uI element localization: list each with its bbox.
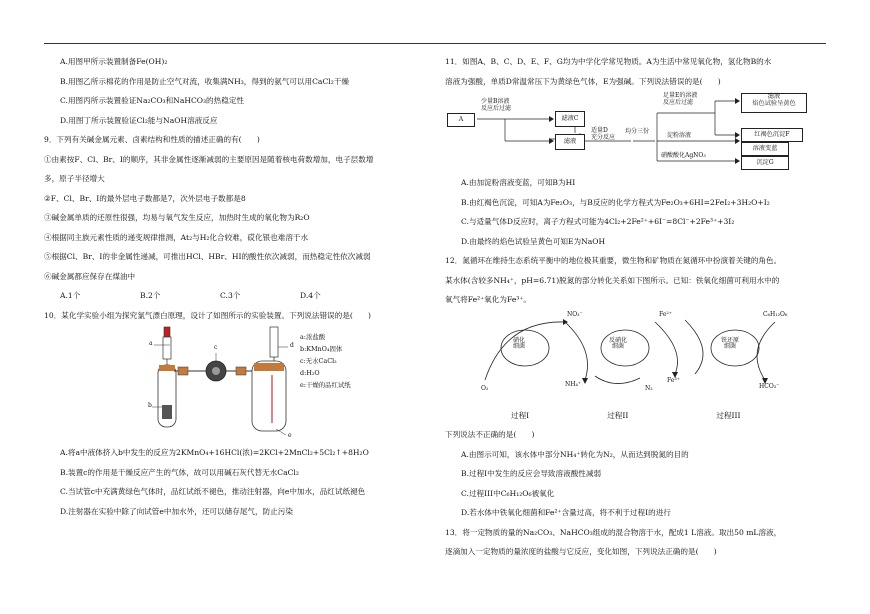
- arrow-label-d: 适量D 充分反应: [591, 127, 616, 141]
- legend-a: a:浓盐酸: [300, 333, 326, 341]
- bacteria-denitrifying: 反硝化 细菌: [609, 336, 628, 351]
- label-d: d: [290, 342, 294, 349]
- species-nh4: NH₄⁺: [565, 380, 582, 388]
- q9-item: ①由素按F、Cl、Br、I的顺序，其非金属性逐渐减弱的主要原因是随着核电荷数增加，电子层数增: [44, 154, 374, 164]
- legend-c: c:无水CaCl₂: [300, 357, 337, 365]
- species-glucose: C₆H₁₂O₆: [763, 310, 788, 318]
- reagent-starch: 淀粉溶液: [667, 132, 692, 139]
- q9-option-b: B.2个: [140, 291, 161, 300]
- species-n2: N₂: [645, 384, 653, 392]
- q11-stem-line: 溶液为强酸，单质D常温常压下为黄绿色气体，E为强碱。下列说法错误的是( ): [445, 76, 721, 86]
- q12-stem-line: 12．氮循环在维持生态系统平衡中的地位极其重要，微生物和矿物质在氮循环中扮演着关键的角色。: [445, 256, 782, 265]
- q11-option-a: A.由加淀粉溶液变蓝，可知B为HI: [461, 178, 576, 187]
- q13-stem-line: 13．将一定物质的量的Na₂CO₃、NaHCO₃组成的混合物溶于水，配成1 L溶液。取出50 mL溶液，: [445, 527, 782, 537]
- bacteria-iron-reducing: 铁还原 细菌: [721, 336, 740, 351]
- result-precipitate-f: 红褐色沉淀F: [741, 128, 803, 142]
- q8-option-b: B.用图乙所示棉花的作用是防止空气对流，收集满NH₃，得到的氨气可以用CaCl₂干燥: [60, 76, 349, 86]
- q12-nitrogen-cycle-figure: [445, 310, 827, 406]
- q10-option-b: B.装置c的作用是干燥反应产生的气体，故可以用碱石灰代替无水CaCl₂: [60, 467, 299, 477]
- label-b: b: [148, 402, 152, 409]
- q9-item: 多，原子半径增大: [44, 174, 105, 183]
- process-3: 过程III: [716, 410, 741, 420]
- q10-option-c: C.当试管c中充满黄绿色气体时，品红试纸不褪色，推动注射器，向e中加水，品红试纸褪色: [60, 487, 366, 496]
- species-no3: NO₃⁻: [567, 310, 583, 318]
- q8-option-c: C.用图丙所示装置验证Na₂CO₃和NaHCO₃的热稳定性: [60, 96, 245, 105]
- q10-stem: 10．某化学实验小组为探究氯气漂白原理，设计了如图所示的实验装置。下列说法错误的是( ): [44, 310, 371, 320]
- legend-b: b:KMnO₄固体: [300, 345, 343, 353]
- q8-option-d: D.用图丁所示装置验证Cl₂能与NaOH溶液反应: [60, 115, 218, 125]
- q9-option-c: C.3个: [220, 291, 241, 300]
- reagent-agno3: 硝酸酸化AgNO₃: [661, 152, 706, 159]
- result-precipitate-g: 沉淀G: [741, 156, 789, 170]
- left-column: [44, 52, 426, 521]
- q9-option-d: D.4个: [300, 291, 321, 300]
- header-rule: [44, 43, 826, 44]
- label-a: a: [149, 340, 153, 347]
- q11-option-c: C.与适量气体D反应时，离子方程式可能为4Cl₂+2Fe²⁺+6I⁻=8Cl⁻+2Fe³⁺+3I₂: [461, 217, 735, 226]
- node-filtrate: 滤液: [555, 134, 585, 150]
- q12-stem-line: 氧气将Fe²⁺氧化为Fe³⁺。: [445, 295, 531, 304]
- q11-option-d: D.由最终的焰色试验呈黄色可知E为NaOH: [461, 236, 606, 246]
- q12-stem-line: 某水体(含较多NH₄⁺，pH=6.71)脱氮的部分转化关系如下图所示。已知：铁氧化细菌可利用水中的: [445, 275, 780, 285]
- q9-item: ②F、Cl、Br、I的最外层电子数都是7，次外层电子数都是8: [44, 193, 246, 203]
- apparatus-legend: [300, 331, 351, 391]
- label-c: c: [214, 344, 218, 351]
- q11-option-b: B.由红褐色沉淀，可知A为Fe₂O₃，与B反应的化学方程式为Fe₂O₃+6HI=2FeI₂+3H₂O+I₂: [461, 197, 770, 207]
- species-fe2: Fe²⁺: [659, 310, 672, 318]
- q13-stem-line: 逐滴加入一定物质的量浓度的盐酸与它反应，变化如图，下列说法正确的是( ): [445, 547, 717, 556]
- process-2: 过程II: [607, 410, 629, 420]
- process-1: 过程I: [511, 410, 530, 420]
- species-o2: O₂: [481, 384, 489, 392]
- legend-d: d:H₂O: [300, 369, 320, 377]
- q12-option-d: D.若水体中铁氧化细菌和Fe²⁺含量过高，将不利于过程I的进行: [461, 508, 671, 517]
- q9-item: ⑤根据Cl、Br、I的非金属性递减，可推出HCl、HBr、HI的酸性依次减弱，而热稳定性依次减弱: [44, 252, 371, 261]
- result-flame: 滤液 焰色试验呈黄色: [741, 93, 807, 113]
- q8-option-a: A.用图甲所示装置制备Fe(OH)₂: [60, 57, 168, 66]
- q9-item: ④根据同主族元素性质的递变规律推测，At₂与H₂化合较难，砹化银也难溶于水: [44, 232, 309, 242]
- q11-flow-diagram: [445, 91, 827, 173]
- label-e: e: [288, 432, 292, 439]
- q9-item: ③碱金属单质的还原性很强，均易与氧气发生反应，加热时生成的氧化物为R₂O: [44, 213, 310, 222]
- split-label: 均分三份: [625, 128, 650, 135]
- node-filtrate-c: 滤液C: [555, 111, 585, 127]
- q11-stem-line: 11．如图A、B、C、D、E、F、G均为中学化学常见物质。A为生活中常见氧化物，氢化物B的水: [445, 57, 772, 66]
- right-column: [445, 52, 827, 562]
- q12-process-labels: [445, 406, 827, 426]
- arrow-label-e: 足量E的溶液 反应后过滤: [663, 92, 698, 106]
- arrow-label-b: 少量B溶液 反应后过滤: [481, 98, 512, 112]
- q9-option-a: A.1个: [60, 291, 81, 300]
- q9-stem: 9．下列有关碱金属元素、卤素结构和性质的描述正确的有( ): [44, 135, 260, 144]
- q12-option-c: C.过程III中C₆H₁₂O₆被氧化: [461, 488, 555, 498]
- q9-options: [44, 286, 426, 306]
- q12-substem: 下列说法不正确的是( ): [445, 430, 535, 439]
- species-fe3: Fe³⁺: [667, 376, 680, 384]
- species-hco3: HCO₃⁻: [759, 382, 780, 390]
- q10-option-d: D.注射器在实验中除了向试管e中加水外，还可以储存尾气，防止污染: [60, 506, 293, 516]
- q12-option-a: A.由图示可知，该水体中部分NH₄⁺转化为N₂，从而达到脱氮的目的: [461, 449, 689, 459]
- legend-e: e:干燥的品红试纸: [300, 381, 351, 389]
- node-a: A: [447, 113, 475, 127]
- bacteria-nitrifying: 硝化 细菌: [513, 336, 526, 351]
- q12-cycle-drawing: [445, 310, 827, 406]
- q12-option-b: B.过程I中发生的反应会导致溶液酸性减弱: [461, 469, 602, 478]
- q10-option-a: A.将a中液体挤入b中发生的反应为2KMnO₄+16HCl(浓)=2KCl+2MnCl₂+5Cl₂↑+8H₂O: [60, 448, 369, 457]
- q10-apparatus-figure: [44, 325, 426, 443]
- q9-item: ⑥碱金属都应保存在煤油中: [44, 271, 136, 281]
- result-blue: 溶液变蓝: [741, 142, 789, 156]
